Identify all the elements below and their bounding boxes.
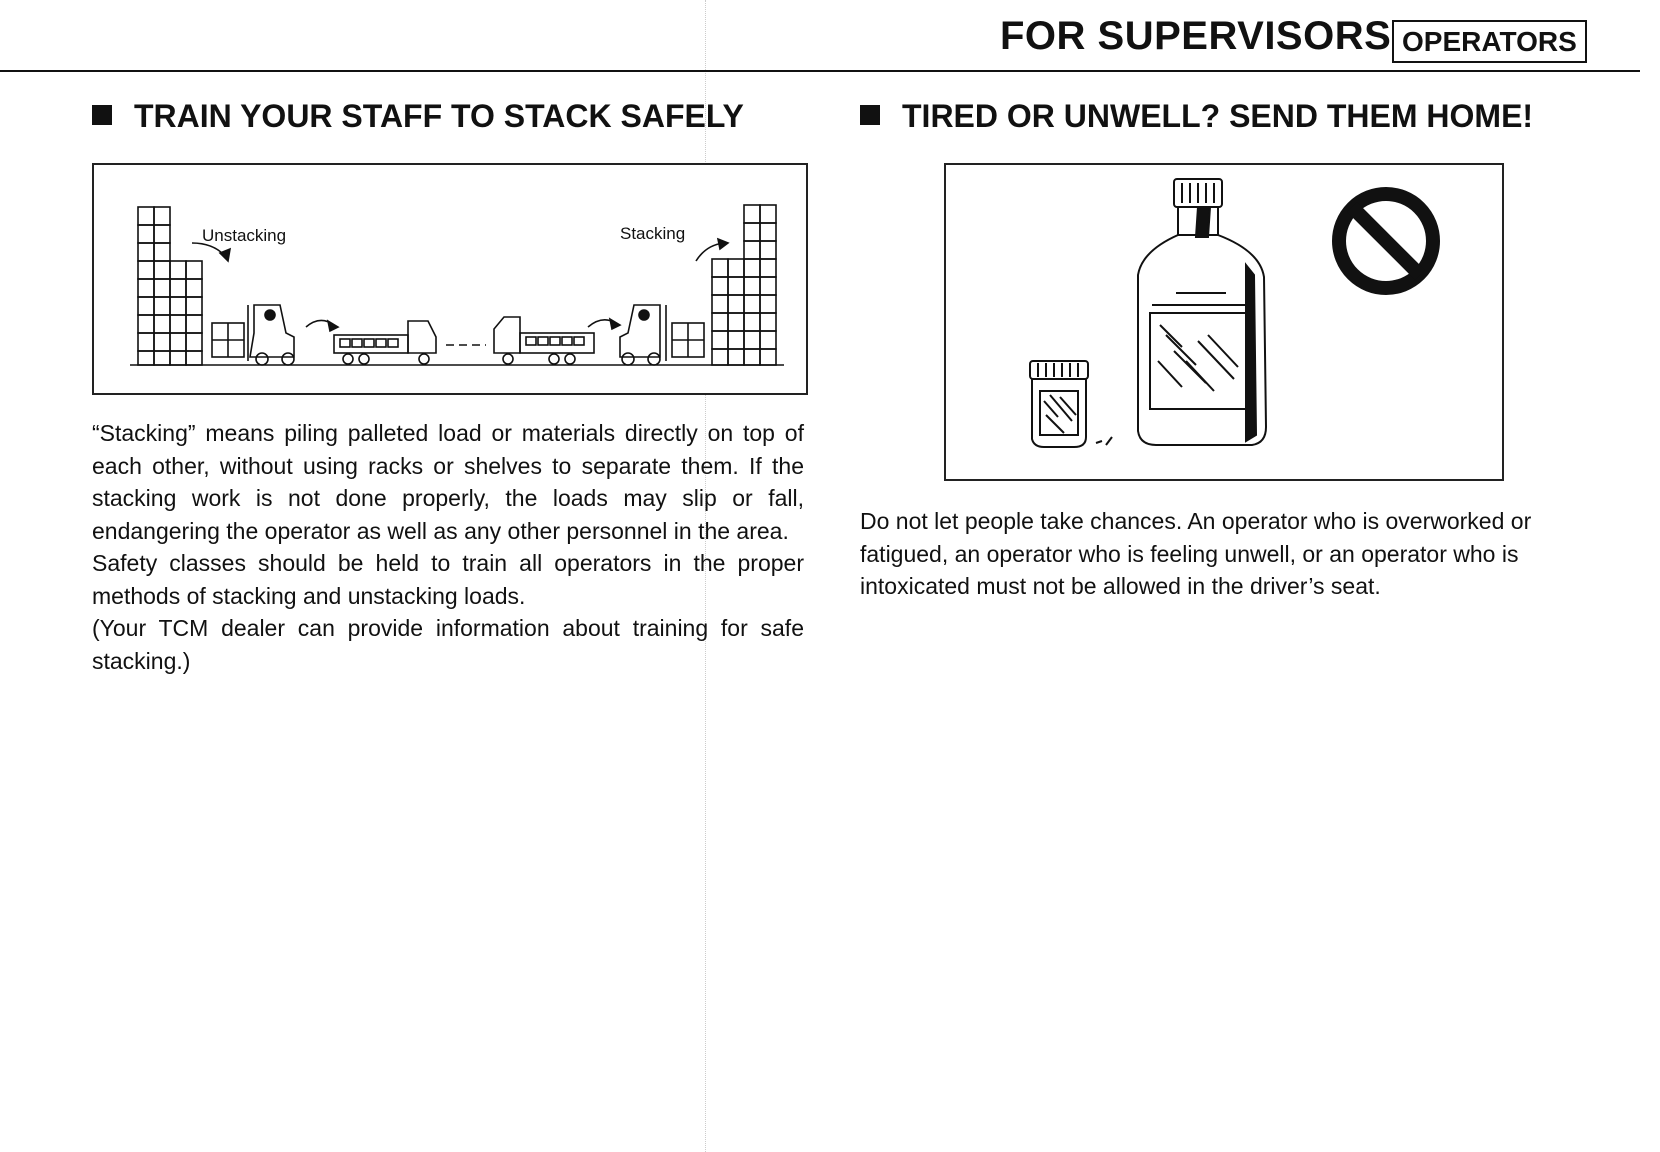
right-body-text <box>860 505 1580 603</box>
alcohol-illustration <box>944 163 1504 481</box>
stacking-illustration-svg <box>94 165 806 393</box>
right-heading-text: TIRED OR UNWELL? SEND THEM HOME! <box>902 98 1534 134</box>
square-bullet-icon <box>92 105 112 125</box>
square-bullet-icon <box>860 105 880 125</box>
right-section-heading <box>860 98 1533 135</box>
left-paragraph-3: (Your TCM dealer can provide information about training for safe stacking.) <box>92 615 804 674</box>
left-body-text <box>92 417 804 677</box>
header-rule <box>0 70 1640 72</box>
unstacking-label: Unstacking <box>202 226 287 245</box>
header-badge: OPERATORS <box>1392 20 1587 63</box>
alcohol-illustration-svg <box>946 165 1502 479</box>
left-paragraph-1: “Stacking” means piling palleted load or materials directly on top of each other, without using racks or shelves to separate them. If the stacking work is not done properly, the loads may slip or fall, endangering the operator as well as any other personnel in the area. <box>92 420 804 544</box>
header-title: FOR SUPERVISORS <box>1000 14 1392 58</box>
left-section-heading <box>92 98 744 135</box>
left-heading-text: TRAIN YOUR STAFF TO STACK SAFELY <box>134 98 744 134</box>
stacking-label: Stacking <box>620 224 686 243</box>
right-paragraph: Do not let people take chances. An operator who is overworked or fatigued, an operator who is feeling unwell, or an operator who is intoxicated must not be allowed in the driver’s seat. <box>860 508 1532 599</box>
stacking-illustration <box>92 163 808 395</box>
left-paragraph-2: Safety classes should be held to train all operators in the proper methods of stacking and unstacking loads. <box>92 550 804 609</box>
